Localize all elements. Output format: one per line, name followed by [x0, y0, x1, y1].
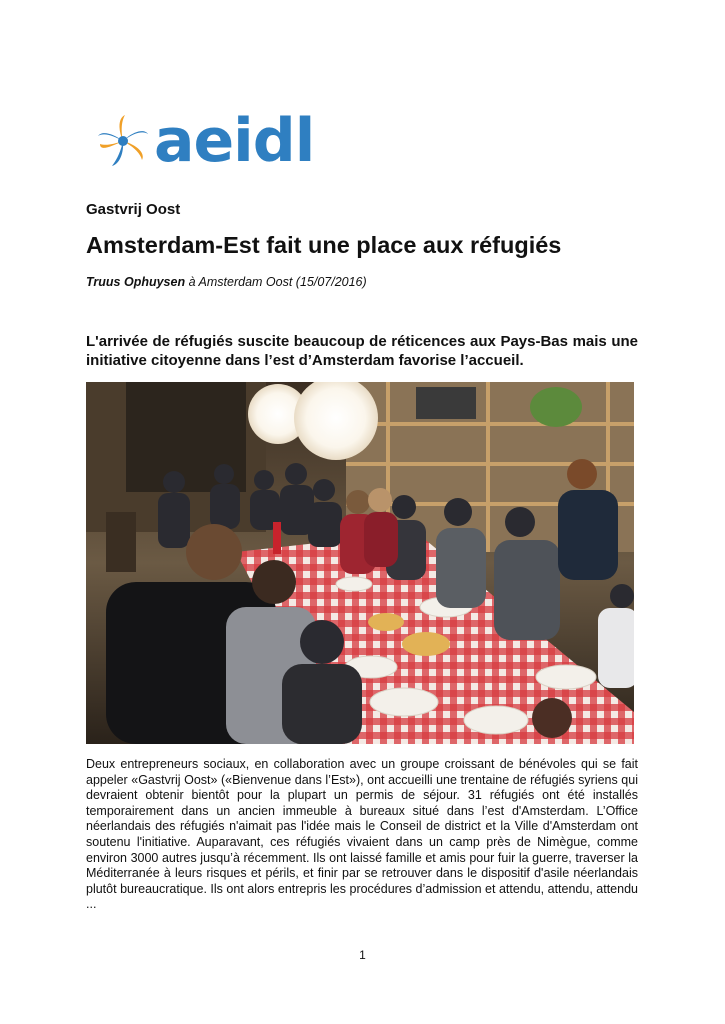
section-label: Gastvrij Oost — [86, 201, 181, 218]
aeidl-logo — [94, 106, 315, 176]
article-body: Deux entrepreneurs sociaux, en collaboration avec un groupe croissant de bénévoles qui se fait appeler «Gastvrij Oost» («Bienvenue dans l’Est»), ont accueilli une trentaine de réfugiés syriens qui devraient obtenir bientôt pour la plupart un permis de séjour. 31 réfugiés ont été installés temporairement dans un ancien immeuble à bureaux situé dans l’est d'Amsterdam. L’Office néerlandais des réfugiés n'aimait pas l'idée mais le Conseil de district et la Ville d'Amsterdam ont soutenu l'initiative. Auparavant, ces réfugiés vivaient dans un camp près de Nimègue, comme environ 3000 autres jusqu’à récemment. Ils ont laissé famille et amis pour fuir la guerre, traverser la Méditerranée à leurs risques et périls, et finir par se retrouver dans le dispositif d'asile néerlandais plutôt bureaucratique. Ils ont alors entrepris les procédures d’admission et attendu, attendu, attendu ... — [86, 757, 638, 912]
byline — [86, 275, 367, 289]
logo-emblem-icon — [94, 112, 152, 170]
logo-wordmark: aeidl — [154, 106, 315, 176]
byline-author: Truus Ophuysen — [86, 275, 186, 289]
article-photo — [86, 382, 634, 744]
article-title: Amsterdam-Est fait une place aux réfugiés — [86, 232, 562, 258]
byline-location-date: à Amsterdam Oost (15/07/2016) — [185, 275, 367, 289]
article-lead: L'arrivée de réfugiés suscite beaucoup de réticences aux Pays-Bas mais une initiative citoyenne dans l’est d’Amsterdam favorise l’accueil. — [86, 333, 638, 369]
page-number: 1 — [359, 948, 366, 962]
